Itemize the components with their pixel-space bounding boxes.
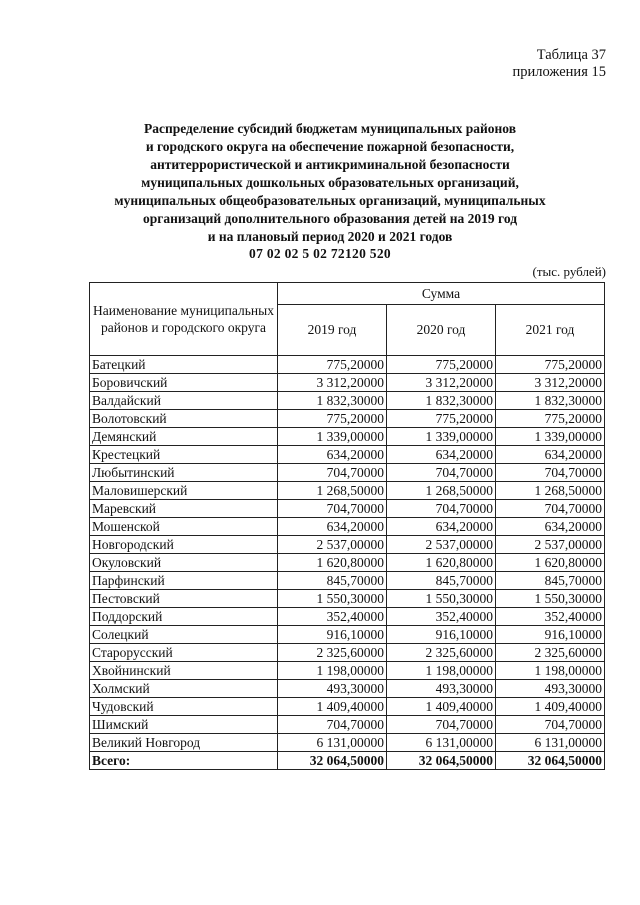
value-2020: 352,40000 [387,608,496,626]
district-name: Чудовский [90,698,278,716]
value-2020: 493,30000 [387,680,496,698]
title-line: муниципальных дошкольных образовательных организаций, [141,175,519,190]
table-row [90,518,605,536]
value-2021: 1 550,30000 [496,590,605,608]
column-header-2019: 2019 год [278,305,387,356]
value-2020: 704,70000 [387,500,496,518]
value-2019: 845,70000 [278,572,387,590]
value-2020: 32 064,50000 [387,752,496,770]
value-2020: 1 268,50000 [387,482,496,500]
title-line: антитеррористической и антикриминальной безопасности [150,157,510,172]
value-2021: 704,70000 [496,464,605,482]
column-header-name: Наименование муниципальных районов и городского округа [90,283,278,356]
value-2020: 1 409,40000 [387,698,496,716]
title-line: и на плановый период 2020 и 2021 годов [207,229,453,244]
table-reference [513,47,606,81]
value-2019: 775,20000 [278,410,387,428]
table-row [90,572,605,590]
district-name: Шимский [90,716,278,734]
value-2021: 1 832,30000 [496,392,605,410]
table-row [90,392,605,410]
district-name: Маловишерский [90,482,278,500]
value-2020: 3 312,20000 [387,374,496,392]
value-2021: 775,20000 [496,356,605,374]
value-2021: 6 131,00000 [496,734,605,752]
district-name: Маревский [90,500,278,518]
district-name: Холмский [90,680,278,698]
value-2021: 1 268,50000 [496,482,605,500]
table-row [90,536,605,554]
table-row [90,716,605,734]
table-row [90,554,605,572]
value-2019: 2 537,00000 [278,536,387,554]
table-row [90,446,605,464]
district-name: Пестовский [90,590,278,608]
value-2019: 634,20000 [278,446,387,464]
title-line: Распределение субсидий бюджетам муниципальных районов [143,121,517,136]
column-header-sum: Сумма [278,283,605,305]
table-row [90,410,605,428]
value-2021: 3 312,20000 [496,374,605,392]
value-2021: 2 325,60000 [496,644,605,662]
value-2019: 32 064,50000 [278,752,387,770]
value-2020: 775,20000 [387,410,496,428]
value-2021: 493,30000 [496,680,605,698]
value-2021: 634,20000 [496,446,605,464]
budget-code: 07 02 02 5 02 72120 520 [249,246,391,261]
value-2019: 1 409,40000 [278,698,387,716]
table-row [90,698,605,716]
value-2020: 916,10000 [387,626,496,644]
value-2019: 1 832,30000 [278,392,387,410]
table-row [90,680,605,698]
value-2019: 704,70000 [278,716,387,734]
table-row [90,590,605,608]
value-2020: 2 537,00000 [387,536,496,554]
value-2021: 1 409,40000 [496,698,605,716]
table-row [90,626,605,644]
value-2020: 1 550,30000 [387,590,496,608]
value-2021: 775,20000 [496,410,605,428]
value-2021: 1 198,00000 [496,662,605,680]
value-2020: 2 325,60000 [387,644,496,662]
value-2019: 1 550,30000 [278,590,387,608]
value-2021: 352,40000 [496,608,605,626]
value-2021: 845,70000 [496,572,605,590]
value-2020: 1 832,30000 [387,392,496,410]
district-name: Великий Новгород [90,734,278,752]
value-2019: 634,20000 [278,518,387,536]
value-2021: 32 064,50000 [496,752,605,770]
column-header-2020: 2020 год [387,305,496,356]
value-2021: 1 620,80000 [496,554,605,572]
district-name: Волотовский [90,410,278,428]
district-name: Батецкий [90,356,278,374]
subsidy-table [89,282,605,770]
value-2020: 1 620,80000 [387,554,496,572]
value-2021: 634,20000 [496,518,605,536]
table-row [90,644,605,662]
value-2019: 1 268,50000 [278,482,387,500]
district-name: Парфинский [90,572,278,590]
value-2019: 704,70000 [278,500,387,518]
district-name: Солецкий [90,626,278,644]
district-name: Валдайский [90,392,278,410]
value-2019: 3 312,20000 [278,374,387,392]
value-2020: 775,20000 [387,356,496,374]
value-2021: 704,70000 [496,500,605,518]
district-name: Старорусский [90,644,278,662]
value-2021: 916,10000 [496,626,605,644]
title-line: организаций дополнительного образования детей на 2019 год [142,211,518,226]
value-2020: 845,70000 [387,572,496,590]
value-2021: 2 537,00000 [496,536,605,554]
value-2019: 1 339,00000 [278,428,387,446]
table-row [90,482,605,500]
table-row [90,734,605,752]
value-2019: 1 620,80000 [278,554,387,572]
table-row [90,356,605,374]
value-2019: 704,70000 [278,464,387,482]
district-name: Крестецкий [90,446,278,464]
value-2020: 1 198,00000 [387,662,496,680]
appendix-number: приложения 15 [512,64,606,80]
value-2020: 6 131,00000 [387,734,496,752]
district-name: Боровичский [90,374,278,392]
table-body [90,356,605,770]
district-name: Любытинский [90,464,278,482]
table-row [90,500,605,518]
district-name: Поддорский [90,608,278,626]
value-2019: 1 198,00000 [278,662,387,680]
value-2019: 775,20000 [278,356,387,374]
table-row [90,374,605,392]
value-2021: 1 339,00000 [496,428,605,446]
table-row [90,608,605,626]
table-number: Таблица 37 [536,47,606,63]
table-row [90,662,605,680]
document-title [60,120,600,246]
column-header-2021: 2021 год [496,305,605,356]
district-name: Новгородский [90,536,278,554]
value-2019: 352,40000 [278,608,387,626]
value-2019: 2 325,60000 [278,644,387,662]
district-name: Окуловский [90,554,278,572]
district-name: Мошенской [90,518,278,536]
value-2020: 634,20000 [387,446,496,464]
table-row [90,428,605,446]
district-name: Демянский [90,428,278,446]
value-2021: 704,70000 [496,716,605,734]
value-2020: 704,70000 [387,716,496,734]
total-label: Всего: [90,752,278,770]
value-2020: 704,70000 [387,464,496,482]
table-row [90,464,605,482]
units-label: (тыс. рублей) [532,264,606,279]
district-name: Хвойнинский [90,662,278,680]
total-row [90,752,605,770]
value-2019: 916,10000 [278,626,387,644]
value-2019: 493,30000 [278,680,387,698]
title-line: муниципальных общеобразовательных организаций, муниципальных [114,193,546,208]
title-line: и городского округа на обеспечение пожарной безопасности, [145,139,515,154]
value-2019: 6 131,00000 [278,734,387,752]
value-2020: 634,20000 [387,518,496,536]
value-2020: 1 339,00000 [387,428,496,446]
